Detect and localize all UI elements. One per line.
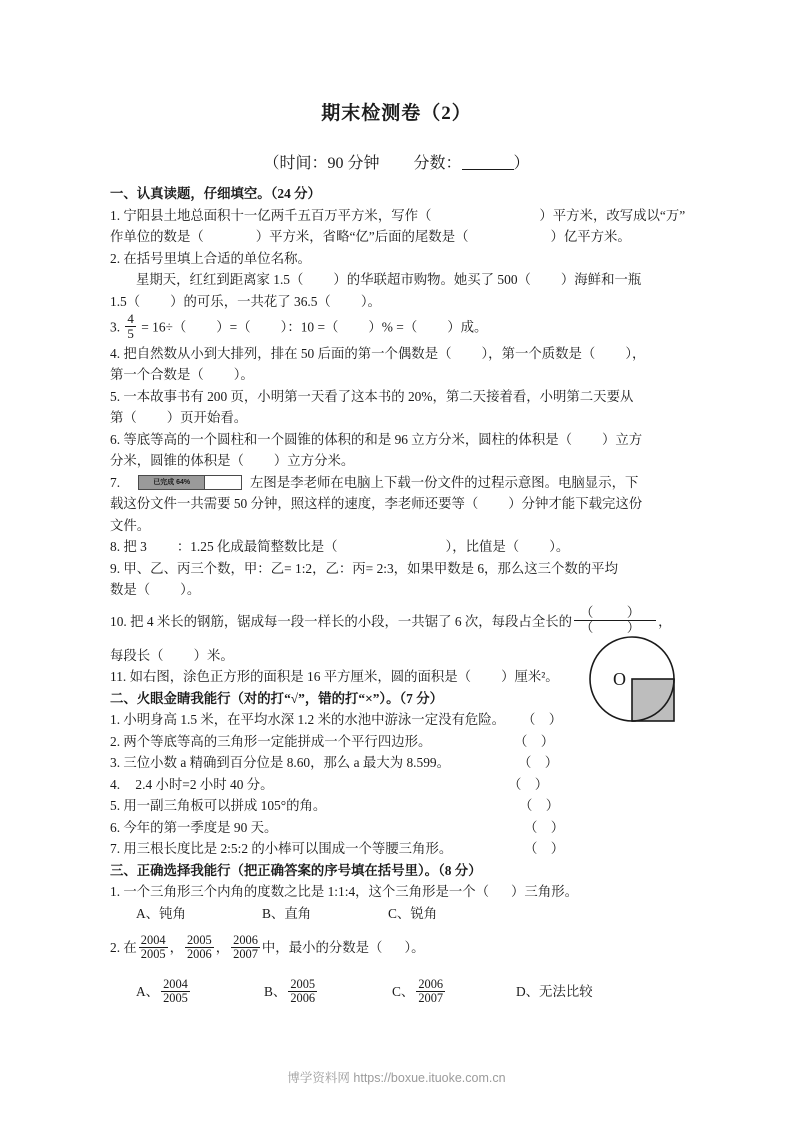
tf-number: 1. (110, 712, 121, 728)
q-text: ）立方分米。 (273, 453, 355, 469)
q-text: ）的华联超市购物。她买了 500（ (333, 272, 531, 287)
q-number: 5. (110, 388, 121, 404)
q-text: 第一个合数是（ (110, 367, 204, 383)
fraction-numerator: 2006 (233, 933, 258, 948)
q-number: 9. (110, 560, 121, 576)
circle-center-label: O (613, 669, 626, 689)
q-text: 把 4 米长的钢筋，锯成每一段一样长的小段，一共锯了 6 次，每段占全长的 (130, 613, 572, 629)
exam-body (110, 183, 688, 1010)
q-text: ）。 (549, 539, 570, 555)
q-text: ）的可乐，一共花了 36.5（ (170, 293, 331, 309)
q-number: 6. (110, 431, 121, 447)
fraction-denominator: 2007 (418, 991, 444, 1006)
tf-item-7 (110, 838, 688, 860)
tf-item-3 (110, 752, 688, 774)
q-number: 8. (110, 539, 121, 555)
score-label: 分数： (413, 155, 462, 172)
fraction-numerator: 2005 (186, 933, 212, 948)
option-fraction (161, 978, 190, 1006)
fraction-numerator: 4 (127, 311, 134, 326)
tf-item-6 (110, 817, 688, 839)
q-text: 把 3 (123, 539, 147, 555)
q-text: 如右图，涂色正方形的面积是 16 平方厘米，圆的面积是（ (129, 669, 472, 685)
q-text: 分米，圆锥的体积是（ (110, 453, 244, 469)
q-text: ）分钟才能下载完这份 (508, 496, 643, 512)
tf-number: 3. (110, 755, 121, 771)
q-text: ）% =（ (368, 319, 418, 335)
tf-answer-bracket[interactable]: （ ） (524, 819, 565, 835)
fraction-denominator: 2006 (290, 991, 316, 1006)
q-text: 星期天，红红到距离家 1.5（ (136, 272, 304, 287)
download-progress-bar (138, 475, 242, 490)
fraction-numerator: （ ） (580, 605, 651, 621)
site-watermark: 博学资料网 https://boxue.ituoke.com.cn (287, 1071, 506, 1085)
q-text: 一本故事书有 200 页，小明第一天看了这本书的 20%，第二天接着看，小明第二天要从 (123, 388, 634, 404)
q-number: 4. (110, 345, 121, 361)
section-2-heading: 二、火眼金睛我能行（对的打“√”，错的打“×”）。（7 分） (110, 690, 443, 706)
q-text: ）厘米²。 (501, 669, 559, 685)
q-number: 7. (110, 474, 121, 490)
fraction-denominator: 5 (127, 326, 134, 342)
q-text: ）平方米，省略“亿”后面的尾数是（ (255, 229, 469, 244)
tf-text: 小明身高 1.5 米，在平均水深 1.2 米的水池中游泳一定没有危险。 (123, 712, 506, 728)
tf-answer-bracket[interactable]: （ ） (522, 712, 563, 728)
q-text: ）页开始看。 (166, 410, 248, 426)
section-3-heading: 三、正确选择我能行（把正确答案的序号填在括号里）。（8 分） (110, 862, 482, 878)
fraction-numerator: 2004 (163, 977, 188, 992)
q-text: 作单位的数是（ (110, 229, 204, 244)
question-1-2-line2 (110, 291, 688, 313)
option-prefix: B、 (264, 984, 287, 1000)
tf-answer-bracket[interactable]: （ ） (524, 841, 565, 857)
tf-answer-bracket[interactable]: （ ） (518, 755, 559, 771)
tf-text: 三位小数 a 精确到百分位是 8.60，那么 a 最大为 8.599。 (123, 755, 450, 771)
time-label: （时间：90 分钟 (263, 155, 380, 172)
q-number: 1. (110, 207, 121, 223)
q-number: 2. (110, 940, 121, 956)
fraction-2004-2005 (139, 934, 168, 962)
mc-option-b[interactable] (264, 974, 392, 1010)
q-text: ， (658, 613, 672, 629)
q-text: ）。 (180, 582, 201, 598)
mc-option-a[interactable]: A、钝角 (136, 905, 186, 921)
q-text: 左图是李老师在电脑上下载一份文件的过程示意图。电脑显示，下 (250, 474, 639, 490)
option-prefix: C、 (392, 984, 415, 1000)
mc-option-d[interactable]: D、无法比较 (516, 984, 593, 1000)
q-text: 把自然数从小到大排列，排在 50 后面的第一个偶数是（ (123, 345, 452, 361)
fraction-denominator: 2007 (233, 947, 258, 962)
q-text: 载这份文件一共需要 50 分钟，照这样的速度，李老师还要等（ (110, 496, 479, 512)
q-number: 11. (110, 669, 127, 685)
question-1-8 (110, 536, 688, 558)
fraction-answer-blank[interactable] (574, 606, 656, 636)
q-text: ）。 (404, 940, 425, 956)
fraction-separator: ， (169, 940, 183, 956)
tf-text: 用一副三角板可以拼成 105°的角。 (123, 798, 327, 814)
tf-answer-bracket[interactable]: （ ） (519, 798, 560, 814)
question-1-7-cont1 (110, 493, 688, 515)
fraction-2006-2007 (231, 934, 260, 962)
fraction-denominator: 2006 (186, 947, 212, 962)
fraction-denominator: 2005 (163, 991, 188, 1006)
q-text: ）， (625, 345, 646, 361)
q-number: 3. (110, 319, 121, 335)
mc-option-c[interactable] (392, 974, 516, 1010)
tf-number: 4. (110, 776, 121, 792)
q-text: ）立方 (602, 431, 643, 447)
q-text: ）亿平方米。 (550, 229, 631, 244)
mc-option-c[interactable]: C、锐角 (388, 905, 438, 921)
fraction-denominator: （ ） (574, 620, 656, 635)
question-1-9-cont (110, 579, 688, 601)
tf-number: 5. (110, 798, 121, 814)
fraction-numerator: 2005 (290, 977, 316, 992)
question-1-6-cont (110, 450, 688, 472)
fraction-denominator: 2005 (140, 947, 166, 962)
page-title: 期末检测卷（2） (321, 103, 472, 124)
tf-item-4 (110, 774, 688, 796)
fraction-numerator: 2006 (418, 977, 444, 992)
mc-question-1 (110, 881, 688, 903)
question-1-4 (110, 343, 688, 365)
question-1-5 (110, 386, 688, 408)
tf-answer-bracket[interactable]: （ ） (508, 776, 549, 792)
tf-number: 7. (110, 841, 121, 857)
mc-question-1-options (110, 903, 688, 925)
q-text: ：1.25 化成最简整数比是（ (176, 539, 338, 555)
q-text: ）海鲜和一瓶 (560, 272, 642, 287)
q-text: ）成。 (447, 319, 488, 335)
tf-text: 今年的第一季度是 90 天。 (123, 819, 278, 835)
tf-text: 用三根长度比是 2:5:2 的小棒可以围成一个等腰三角形。 (123, 841, 453, 857)
tf-text: 2.4 小时=2 小时 40 分。 (135, 776, 274, 792)
q-text: 甲、乙、丙三个数，甲：乙= 1:2，乙：丙= 2:3，如果甲数是 6，那么这三个数的平均 (123, 560, 618, 576)
circle-square-svg (588, 633, 688, 733)
question-1-7 (110, 472, 688, 494)
q-text: 等底等高的一个圆柱和一个圆锥的体积的和是 96 立方分米，圆柱的体积是（ (123, 431, 572, 447)
mc-question-2-options (110, 974, 688, 1010)
question-1-1 (110, 205, 688, 227)
q-text: ）三角形。 (511, 884, 578, 900)
q-text: 文件。 (110, 517, 151, 533)
option-fraction (416, 978, 445, 1006)
progress-fill: 已完成 64% (139, 476, 205, 489)
q-text: ）米。 (193, 647, 234, 663)
q-text: 一个三角形三个内角的度数之比是 1:1:4，这个三角形是一个（ (123, 884, 490, 900)
option-prefix: A、 (136, 984, 160, 1000)
q-text: 在括号里填上合适的单位名称。 (123, 250, 311, 266)
tf-number: 6. (110, 819, 121, 835)
tf-item-5 (110, 795, 688, 817)
question-1-5-cont (110, 407, 688, 429)
section-1-heading: 一、认真读题，仔细填空。（24 分） (110, 186, 321, 201)
q-text: = 16÷（ (141, 319, 187, 335)
question-1-4-cont (110, 364, 688, 386)
mc-question-2 (110, 930, 688, 966)
question-1-9 (110, 558, 688, 580)
tf-text: 两个等底等高的三角形一定能拼成一个平行四边形。 (123, 733, 432, 749)
score-blank-line (462, 155, 514, 170)
q-text: ）：10 =（ (280, 319, 339, 335)
q-text: ），第一个质数是（ (481, 345, 596, 361)
q-text: ）=（ (216, 319, 251, 335)
question-1-7-cont2 (110, 515, 688, 537)
circle-square-figure (588, 633, 688, 733)
tf-answer-bracket[interactable]: （ ） (514, 733, 555, 749)
q-text: ）平方米，改写成以“万” (539, 207, 686, 223)
q-text: ），比值是（ (445, 539, 520, 555)
q-text: ）。 (360, 293, 381, 309)
tf-number: 2. (110, 733, 121, 749)
fraction-numerator: 2004 (140, 933, 166, 948)
q-text: ）。 (233, 367, 254, 383)
q-text: 1.5（ (110, 293, 141, 309)
fraction-separator: ， (215, 940, 230, 956)
q-number: 10. (110, 613, 127, 629)
q-text: 每段长（ (110, 647, 164, 663)
tf-item-2 (110, 731, 688, 753)
fraction-2005-2006 (185, 934, 214, 962)
question-1-1-cont (110, 226, 688, 248)
question-1-6 (110, 429, 688, 451)
question-1-2 (110, 248, 688, 270)
mc-option-b[interactable]: B、直角 (262, 905, 312, 921)
q-text: 在 (123, 940, 137, 956)
q-text: 数是（ (110, 582, 151, 598)
mc-option-a[interactable] (136, 974, 264, 1010)
meta-close-paren: ） (513, 155, 530, 172)
q-text: 中，最小的分数是（ (261, 940, 383, 956)
q-text: 宁阳县土地总面积十一亿两千五百万平方米，写作（ (123, 207, 432, 223)
question-1-2-line1 (110, 269, 688, 291)
option-fraction (288, 978, 317, 1006)
q-number: 1. (110, 884, 121, 900)
fraction-four-fifths (125, 312, 136, 341)
q-text: 第（ (110, 410, 137, 426)
q-number: 2. (110, 250, 121, 266)
exam-meta (0, 150, 793, 173)
question-1-3 (110, 312, 688, 343)
